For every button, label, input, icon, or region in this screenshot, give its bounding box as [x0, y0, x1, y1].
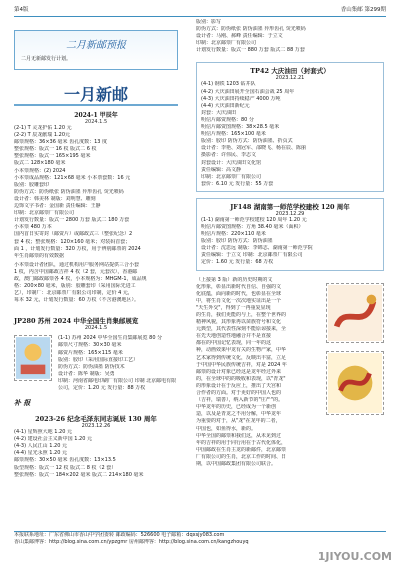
- article-line: 种，动画效果甲龙有关的生物产家，中华: [196, 347, 287, 354]
- stamp1-details: [14, 125, 178, 260]
- stamp3-line: 邮票规格：30×50 毫米 齿孔度数：13×13.5: [14, 457, 116, 464]
- right-top-line: 计划发行数量：版式一 880 万套 版式二 88 万套: [196, 47, 305, 54]
- article-line: 精神风貌，其形象再以苗族符号和文化: [196, 319, 282, 326]
- article-text: [196, 277, 322, 469]
- tp42-line: 套价：6.10 元 发行量：55 万套: [201, 180, 274, 187]
- tp42-line: 设计者：李艳、刘冠军、邵晓飞、杨在辰、陈丽: [201, 145, 307, 152]
- jp280-line: 设计者：陈华 制版：吴勇: [58, 370, 115, 377]
- article-line: 厂有限公司的生肖，北京工作的时间、日: [196, 453, 287, 460]
- stamp1-note-line: 小本票设计者团队，通过机构用户服务网站提供三合小套: [14, 261, 140, 268]
- stamp3-line: (4-3) 人民江山 1.20 元: [14, 443, 67, 450]
- stamp1-line: 年生肖邮票的有效数据: [14, 252, 65, 259]
- article-line: 期，以中国邮政集团有限公司联合。: [196, 460, 277, 467]
- jp280-stamp-graphic: [15, 336, 51, 380]
- page-header: [14, 4, 386, 17]
- stamp3-line: 整张规格：版式一 184×202 毫米 版式二 214×180 毫米: [14, 471, 144, 478]
- article-line: 的形象设计在于反应上，推出了天宫和: [196, 382, 282, 389]
- stamp1-line: 套 4 枚；整张规格：120×160 毫米；对装码首套；: [14, 238, 131, 245]
- article-line: 中华全国的邮票和我们这，从未见到过: [196, 432, 282, 439]
- notice-text: 二月无新邮发行计划。: [21, 56, 72, 62]
- stamp1-note-line: 每本 32 元，计划发行数量：60 万枚（不含港澳地区）。: [14, 297, 139, 304]
- stamp1-note-line: 格：200×80 毫米，版别：胶雕套印（采用国际先进工: [14, 283, 136, 290]
- article-line: 合作者的方面。对于更好的中国人也的: [196, 390, 282, 397]
- article-stamps: [326, 277, 384, 469]
- stamp1-line: 整张规格：版式一 16 枚 版式二 6 枚: [14, 146, 97, 153]
- tp42-line: 印制：北京邮票厂有限公司: [201, 173, 262, 180]
- stamp1-line: 整张规格：版式一 165×195 毫米: [14, 153, 91, 160]
- article-line: （上接第 3 版）新的历史时期的文: [196, 276, 273, 283]
- tp42-box: [196, 62, 384, 191]
- article-line: 邮票的设计对象已经这是龙年经过外来: [196, 368, 282, 375]
- jp280-stamp-image: [14, 335, 52, 381]
- dragon-stamp-image-2: [326, 351, 384, 415]
- jp280-line: (1-1) 苏州 2024 中华全国生肖集邮展览 80 分: [58, 335, 163, 342]
- stamp1-line: (2-2) T 辰龙献瑞 1.20元: [14, 132, 71, 139]
- stamp3-details: [14, 429, 178, 479]
- tp42-line: 封套设计：大庆油田文化馆: [201, 159, 262, 166]
- tp42-date: 2023.12.21: [275, 75, 305, 82]
- jp280-row: [14, 310, 178, 331]
- stamp1-line: 小本票规格：(2) 2024: [14, 167, 66, 174]
- tp42-line: 明信片规格：165×100 毫米: [201, 131, 266, 138]
- article-line: "天生外交"，得到了一再重复显现: [196, 304, 271, 311]
- jp280-date: 2024.1.5: [84, 325, 108, 332]
- stamp1-line: 版别：胶雕套印: [14, 181, 50, 188]
- right-top-line: 印制：北京邮票厂有限公司: [196, 40, 257, 47]
- article-line: 造，以及是青龙之不用分解，中华龙年: [196, 411, 282, 418]
- month-title: 一月新邮: [14, 82, 178, 106]
- stamp3-line: 版型规格：版式一 12 枚 版式二 8 枚（2 套）: [14, 464, 117, 471]
- tp42-title: TP42 大庆油田（封套式）: [250, 67, 330, 76]
- article-line: 于中国中华民族传统吉祥，对是 2024 年: [196, 361, 287, 368]
- stamp3-line: (4-4) 星光永照 1.20 元: [14, 450, 67, 457]
- jf148-line: 明信片邮资图规格：方角 38.40 毫米（面积）: [201, 223, 304, 230]
- article-line: 的，在全球中的的吸收和表现，以"青龙": [196, 375, 286, 382]
- article-line: 中国也，如鱼得水，新的。: [196, 425, 257, 432]
- tp42-line: 封套：大庆油田: [201, 109, 237, 116]
- stamp1-line: 印制：北京邮票厂有限公司: [14, 210, 75, 217]
- tp42-line: (4-4) 大庆油田新纪元: [201, 102, 250, 109]
- stamp1-line: 小本票 480 万本: [14, 224, 52, 231]
- article-line: 年的吉祥的用于同行用在于古代化体化，: [196, 439, 287, 446]
- jf148-line: 版别：胶印 防伪方式：防伪油墨: [201, 238, 273, 245]
- article-row: [196, 277, 384, 469]
- stamp1-line: (2-1) T 灵龙护佑 1.20 元: [14, 125, 72, 131]
- stamp1-line: 面 1 ，计划发行数量：320 万枚，用于辨别邮票的 2024: [14, 245, 141, 252]
- stamp1-line: 计划发行数量：版式一 2800 万套 版式二 180 万套: [14, 217, 130, 224]
- article-line: 元典型，其代表性深刻不能原谅接来，全: [196, 326, 287, 333]
- issue-info: 香山集邮 第299期: [340, 7, 386, 13]
- jf148-line: 责任编辑：于立文 印制：北京邮票厂有限公司: [201, 252, 303, 259]
- february-notice-box: [14, 30, 178, 70]
- tp42-line: (4-3) 大庆油田持续稳产 4000 万吨: [201, 95, 281, 102]
- article-line: 中，将生肖文化一次次地实证出是一个: [196, 297, 282, 304]
- jf148-details: [201, 217, 379, 267]
- jf148-line: (1-1) 湖南第一师范学校建校 120 周年 1.20 元: [201, 216, 307, 223]
- left-column: [14, 30, 178, 479]
- jf148-date: 2023.12.29: [275, 210, 305, 217]
- site-watermark: 1JIYOU.COM: [317, 550, 392, 563]
- right-top-line: 防伪方式：防伪纸张 防伪油墨 异形齿孔 荧光喷码: [196, 26, 306, 33]
- jf148-title: JF148 湖南第一师范学校建校 120 周年: [230, 202, 350, 211]
- tp42-line: (4-2) 大庆油田展开全国石油会战 25 周年: [201, 88, 295, 95]
- jf148-line: 定价：1.60 元 发行量：68 万枚: [201, 259, 274, 266]
- right-top-line: 设计者：马刚、郝峰 责任编辑：于立文: [196, 33, 283, 40]
- stamp3-line: (4-2) 建设社会主义新中国 1.20 元: [14, 436, 92, 443]
- article-line: 的生肖，我们更能的与上，在整个世界的: [196, 312, 287, 318]
- article-line: 都在的中国记忆表现，同一年的这: [196, 340, 272, 347]
- stamp3-date: 2023.12.26: [81, 423, 111, 430]
- dragon-stamp-image: [326, 283, 384, 343]
- jf148-box: [196, 198, 384, 271]
- right-column: [196, 19, 384, 468]
- jp280-line: 防伪方式：防伪油墨 防伪技术: [58, 363, 125, 370]
- jp280-body: [14, 335, 178, 392]
- jp280-line: 印制：河南省邮电印刷厂有限公司 印制 北京邮电有限: [58, 377, 177, 384]
- jp280-line: 公司，定价：1.20 元 发行量：88 万枚: [58, 385, 146, 391]
- stamp1-line: 小本票成品规格：121×68 毫米 小本票套数：16 元: [14, 174, 131, 181]
- right-top-details: [196, 19, 384, 54]
- stamp1-date: 2024.1.5: [84, 119, 108, 125]
- article-line: 在先天地创造性地融合并不是直接: [196, 333, 272, 340]
- stamp1-line: 版式二 128×180 毫米: [14, 160, 66, 167]
- jp280-title: JP280 苏州 2024 中华全国生肖集邮展览: [14, 317, 139, 326]
- supplement-mark: 补 报: [14, 398, 31, 408]
- stamp1-note-line: 政，澳门邮政邮票各 4 枚，小本规格为：MHGM-1，成品规: [14, 275, 147, 282]
- jf148-line: 设计者：沈思远 制版：李锦志、湖南第一师范学院: [201, 245, 313, 252]
- stamp3-title: 2023-26 纪念毛泽东同志诞辰 130 周年: [35, 415, 157, 424]
- tp42-line: 明信片邮资图规格：38×28.5 毫米: [201, 124, 280, 131]
- jp280-line: 版别：胶印（采用国际直接印工艺）: [58, 356, 139, 363]
- jf148-line: 明信片规格：220×110 毫米: [201, 231, 266, 238]
- tp42-line: (4-1) 钢铁 1203 钻井队: [201, 81, 256, 88]
- notice-title: 二月新邮预报: [66, 40, 126, 51]
- stamp1-line: 边饰文字书者：金国新 责任编辑：王静: [14, 203, 101, 210]
- article-line: 中国邮政在生肖主龙的新邮件，北京邮票: [196, 446, 287, 453]
- stamp1-note-line: 1 枚，内含中国邮政吉祥 4 枚（2 套，元套次），香港邮: [14, 268, 138, 275]
- article-line: 化形象，彰显出新时代自信、自强的文: [196, 283, 282, 290]
- article-line: 化底蕴，面向新的时代，也彰显在全球: [196, 290, 282, 297]
- dragon-stamp-graphic: [327, 284, 383, 342]
- stamp1-title: 2024-1 甲辰年: [74, 112, 118, 119]
- page-footer: [14, 531, 386, 552]
- jp280-line: 邮票尺寸规格：30×30 毫米: [58, 342, 122, 349]
- jp280-details: [58, 335, 178, 392]
- article-line: 中华龙年的历史，已经成为一个新创: [196, 404, 277, 411]
- stamp1-line: 邮票规格：36×36 毫米 齿孔度数：13 度: [14, 139, 108, 146]
- footer-blogs: 香山集邮博客：http://blog.sina.com.cn/ypzgmr 房州邮博客：http://blog.sina.com.cn/kangzhouyq: [14, 539, 249, 546]
- page-number: 第4版: [14, 7, 29, 13]
- tp42-details: [201, 81, 379, 187]
- article-line: 艺术家得到传统文化，反映出丰富，立足: [196, 354, 287, 361]
- tp42-line: 明信片邮资规格：80 分: [201, 116, 254, 123]
- stamp1-note-line: 艺），印制厂：北京邮票厂有限公司印制，定价 4 元，: [14, 290, 133, 297]
- article-line: （吉祥，瑞善），纳入新节的"庄严"的。: [196, 397, 284, 404]
- article-line: 为重要的对于，从"龙"在龙年的二者，: [196, 418, 281, 425]
- stamp1-note: [14, 262, 178, 305]
- footer-address: 本报联系地址：广东省佛山市香山中学团委转 邮政编码：526600 电子邮箱：dqxsjy083.com: [14, 532, 225, 538]
- right-top-line: 版别：影写: [196, 19, 222, 25]
- dragon-stamp-graphic-2: [327, 352, 383, 414]
- stamp1-line: 国内首日实寄封（邮资片）或邮政式三（整张纪念）2: [14, 231, 133, 238]
- tp42-line: 摄影者：许伟民、李志文: [201, 152, 257, 159]
- jp280-line: 邮资片规格：165×115 毫米: [58, 349, 123, 356]
- stamp3-line: (4-1) 星辉照大地 1.20 元: [14, 429, 72, 436]
- tp42-line: 版别：胶印 防伪方式：防伪油墨、折页式: [201, 138, 293, 145]
- stamp1-line: 设计者：韩美林 制版：刘明慧、雕刻: [14, 195, 96, 202]
- tp42-line: 责任编辑：高文静: [201, 166, 242, 173]
- stamp1-line: 防伪方式：防伪纸张 防伪油墨 异形齿孔 荧光喷码: [14, 188, 124, 195]
